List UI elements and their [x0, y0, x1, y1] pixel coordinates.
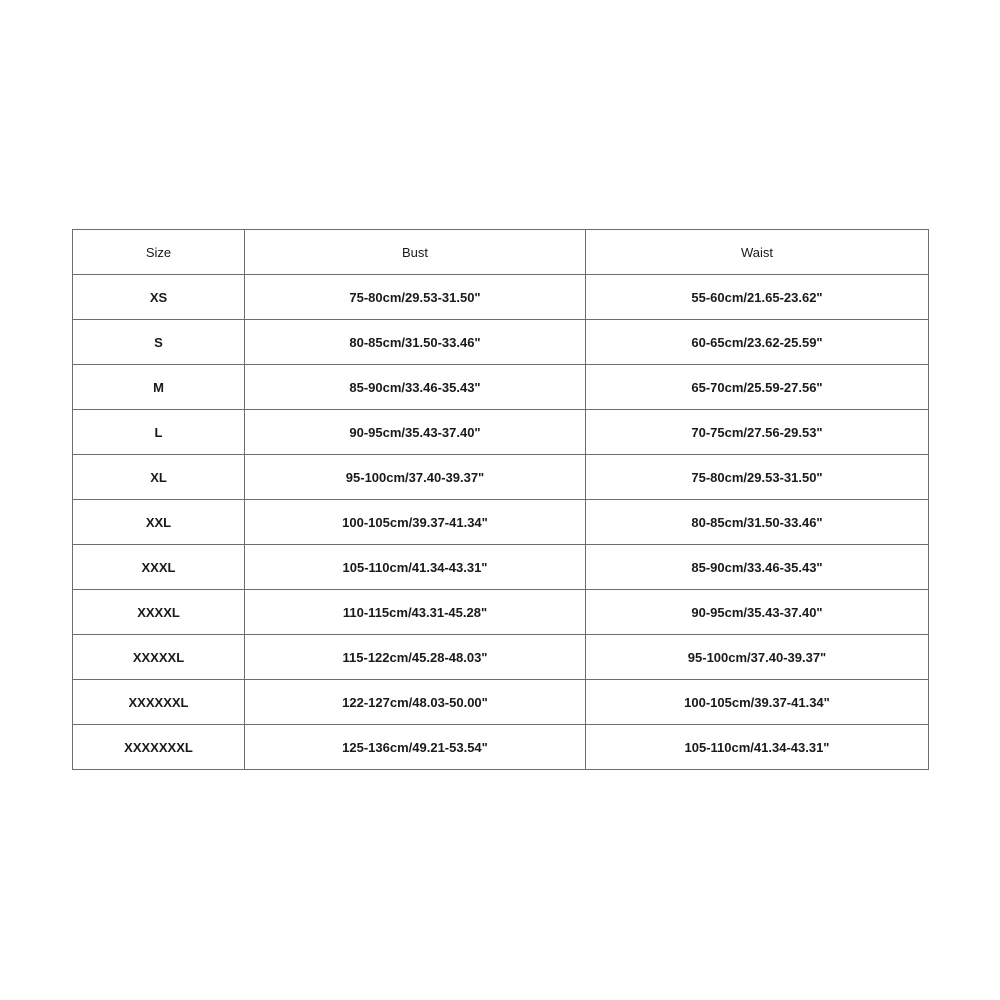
bust-cell: 75-80cm/29.53-31.50": [245, 275, 586, 320]
size-cell: XXXXXXXL: [73, 725, 245, 770]
table-row: [73, 590, 929, 635]
table-row: [73, 320, 929, 365]
waist-cell: 80-85cm/31.50-33.46": [586, 500, 929, 545]
size-cell: XXXXL: [73, 590, 245, 635]
header-size: Size: [73, 230, 245, 275]
header-waist: Waist: [586, 230, 929, 275]
size-cell: M: [73, 365, 245, 410]
bust-cell: 115-122cm/45.28-48.03": [245, 635, 586, 680]
size-chart-table: [72, 229, 929, 770]
table-row: [73, 635, 929, 680]
table-row: [73, 410, 929, 455]
waist-cell: 100-105cm/39.37-41.34": [586, 680, 929, 725]
bust-cell: 85-90cm/33.46-35.43": [245, 365, 586, 410]
bust-cell: 110-115cm/43.31-45.28": [245, 590, 586, 635]
table-row: [73, 455, 929, 500]
waist-cell: 70-75cm/27.56-29.53": [586, 410, 929, 455]
table-row: [73, 725, 929, 770]
table-row: [73, 275, 929, 320]
size-cell: L: [73, 410, 245, 455]
bust-cell: 122-127cm/48.03-50.00": [245, 680, 586, 725]
bust-cell: 80-85cm/31.50-33.46": [245, 320, 586, 365]
bust-cell: 95-100cm/37.40-39.37": [245, 455, 586, 500]
table-row: [73, 500, 929, 545]
waist-cell: 90-95cm/35.43-37.40": [586, 590, 929, 635]
table-row: [73, 365, 929, 410]
waist-cell: 95-100cm/37.40-39.37": [586, 635, 929, 680]
size-cell: XXXXXL: [73, 635, 245, 680]
waist-cell: 85-90cm/33.46-35.43": [586, 545, 929, 590]
waist-cell: 105-110cm/41.34-43.31": [586, 725, 929, 770]
bust-cell: 100-105cm/39.37-41.34": [245, 500, 586, 545]
size-cell: S: [73, 320, 245, 365]
table-header-row: [73, 230, 929, 275]
table-row: [73, 545, 929, 590]
bust-cell: 90-95cm/35.43-37.40": [245, 410, 586, 455]
bust-cell: 125-136cm/49.21-53.54": [245, 725, 586, 770]
size-cell: XS: [73, 275, 245, 320]
waist-cell: 75-80cm/29.53-31.50": [586, 455, 929, 500]
table-row: [73, 680, 929, 725]
waist-cell: 55-60cm/21.65-23.62": [586, 275, 929, 320]
waist-cell: 60-65cm/23.62-25.59": [586, 320, 929, 365]
size-cell: XXL: [73, 500, 245, 545]
size-cell: XXXL: [73, 545, 245, 590]
bust-cell: 105-110cm/41.34-43.31": [245, 545, 586, 590]
size-cell: XXXXXXL: [73, 680, 245, 725]
waist-cell: 65-70cm/25.59-27.56": [586, 365, 929, 410]
header-bust: Bust: [245, 230, 586, 275]
size-cell: XL: [73, 455, 245, 500]
